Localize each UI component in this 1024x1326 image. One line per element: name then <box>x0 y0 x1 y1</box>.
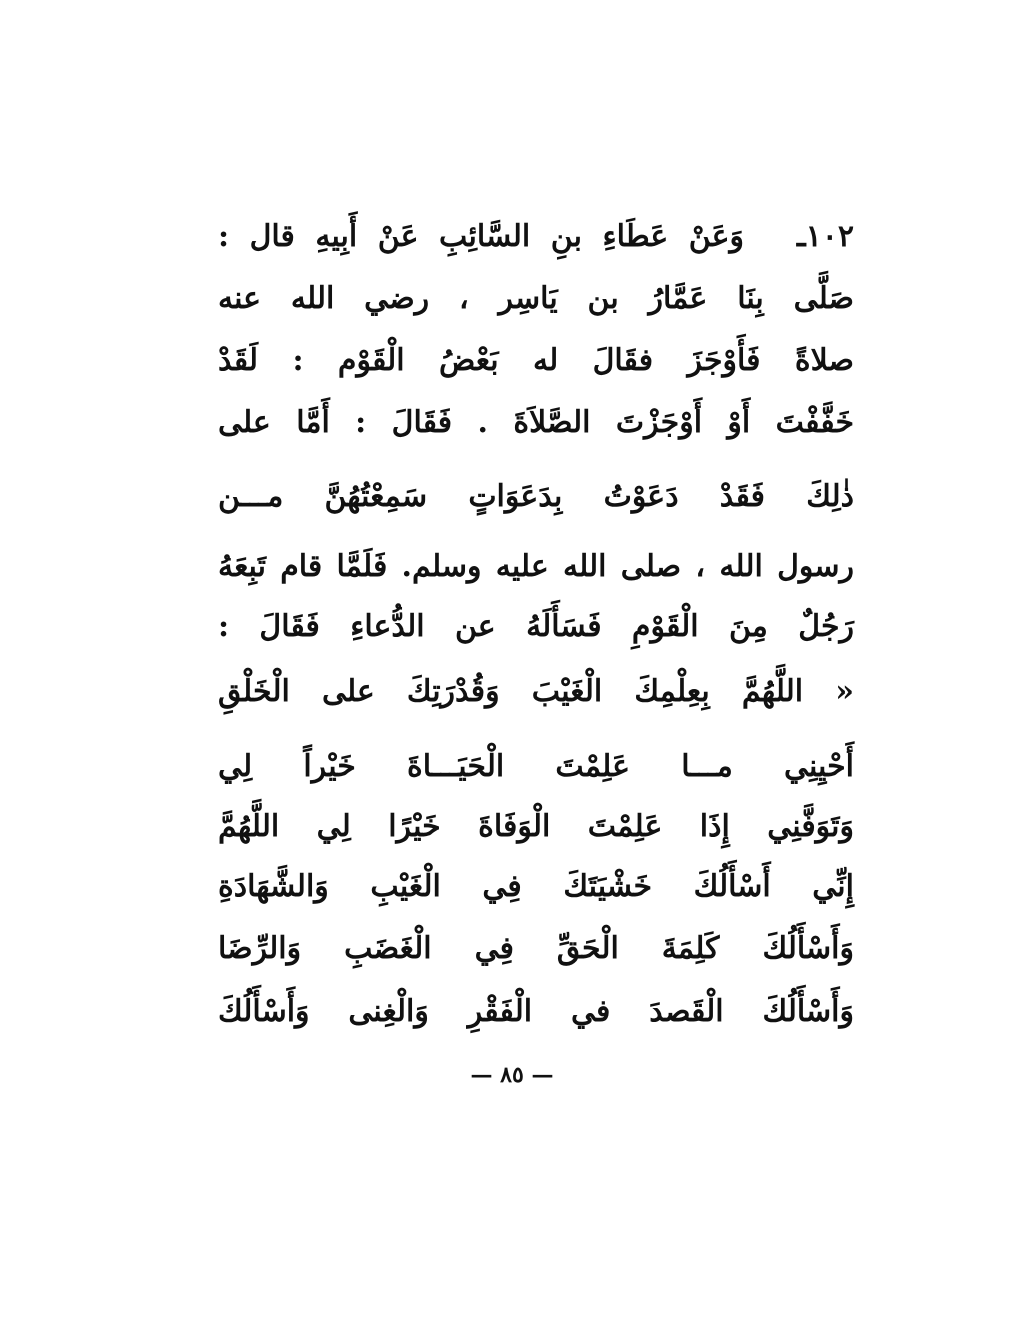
hadith-opening-text: وَعَنْ عَطَاءِ بنِ السَّائِبِ عَنْ أَبِيهِ قال : <box>218 219 744 254</box>
text-line: « اللَّهُمَّ بِعِلْمِكَ الْغَيْبَ وَقُدْرَتِكَ على الْخَلْقِ <box>218 674 854 709</box>
text-line: ذٰلِكَ فَقَدْ دَعَوْتُ بِدَعَوَاتٍ سَمِعْتُهُنَّ مـــن <box>218 479 854 514</box>
text-line: إِنِّي أَسْأَلُكَ خَشْيَتَكَ فِي الْغَيْبِ وَالشَّهَادَةِ <box>218 869 854 904</box>
text-line: وَأَسْأَلُكَ كَلِمَةَ الْحَقِّ فِي الْغَضَبِ وَالرِّضَا <box>218 931 854 966</box>
text-line: وَتَوَفَّنِي إِذَا عَلِمْتَ الْوَفَاةَ خَيْرًا لِي اللَّهُمَّ <box>218 809 854 844</box>
text-line: خَفَّفْتَ أَوْ أَوْجَزْتَ الصَّلاَةَ . فَقَالَ : أَمَّا على <box>218 405 854 440</box>
text-line: أَحْيِنِي مـــا عَلِمْتَ الْحَيَـــاةَ خَيْراً لِي <box>218 749 854 784</box>
text-line: صلاةً فَأَوْجَزَ فقَالَ له بَعْضُ الْقَوْم : لَقَدْ <box>218 343 854 378</box>
page-number: — ٨٥ — <box>470 1062 554 1088</box>
text-line: وَأَسْأَلُكَ الْقَصدَ في الْفَقْرِ وَالْغِنى وَأَسْأَلُكَ <box>218 994 854 1029</box>
hadith-first-line <box>218 205 854 269</box>
text-line: صَلَّى بِنَا عَمَّارُ بن يَاسِر ، رضي الله عنه <box>218 281 854 316</box>
text-line: رسول الله ، صلى الله عليه وسلم. فَلَمَّا قام تَبِعَهُ <box>218 549 854 584</box>
hadith-number: ١٠٢ـ <box>796 219 854 254</box>
text-line: رَجُلٌ مِنَ الْقَوْمِ فَسَأَلَهُ عن الدُّعاءِ فَقَالَ : <box>218 609 854 644</box>
